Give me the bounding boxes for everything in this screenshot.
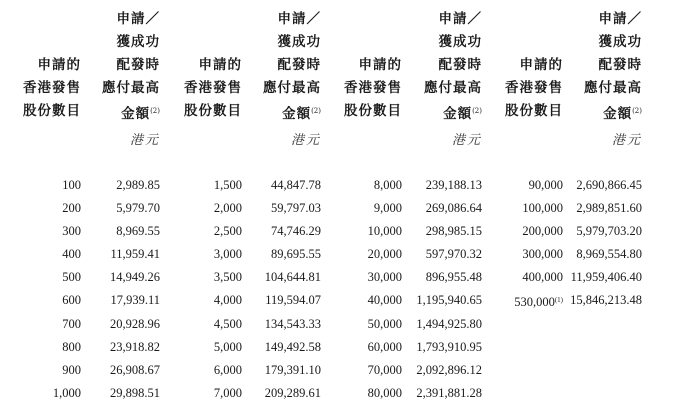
footnote-marker: (2) (311, 107, 321, 115)
currency-unit-label: 港元 (129, 133, 160, 148)
amount-column-header (263, 8, 321, 126)
shares-value: 900 (62, 362, 81, 377)
shares-cell (53, 174, 81, 197)
shares-value: 3,000 (213, 247, 242, 262)
amount-header-text: 金額 (603, 106, 633, 122)
amount-header-text: 金額 (443, 106, 473, 122)
shares-value: 200,000 (522, 224, 563, 239)
amount-cell: 26,908.67 (110, 362, 160, 377)
shares-header-line: 申請的 (358, 57, 402, 73)
shares-value: 100 (62, 178, 81, 192)
shares-value: 8,000 (373, 178, 402, 192)
shares-header-line: 申請的 (37, 57, 81, 73)
amount-header-line: 應付最高 (102, 80, 160, 96)
shares-cell (53, 197, 81, 220)
amount-cell: 179,391.10 (264, 362, 321, 377)
shares-cell (53, 220, 81, 243)
amount-cell: 1,195,940.65 (416, 293, 482, 308)
amount-header-line: 配發時 (438, 57, 482, 73)
shares-value: 800 (62, 339, 81, 354)
shares-value: 80,000 (367, 385, 402, 400)
amount-header-line: 申請／ (438, 11, 482, 27)
amount-cell: 298,985.15 (425, 224, 482, 239)
amount-cell: 14,949.26 (110, 270, 160, 285)
amount-cell: 5,979,703.20 (576, 224, 642, 239)
shares-cell (53, 336, 81, 359)
shares-cell (53, 359, 81, 382)
shares-value: 70,000 (367, 362, 402, 377)
shares-value: 40,000 (367, 293, 402, 308)
amount-column (416, 174, 482, 405)
amount-cell: 44,847.78 (271, 178, 321, 192)
amount-header-line: 應付最高 (263, 80, 321, 96)
shares-value: 200 (62, 201, 81, 216)
amount-header-line: 獲成功 (598, 34, 642, 50)
amount-cell: 597,970.32 (425, 247, 482, 262)
amount-cell: 209,289.61 (264, 385, 321, 400)
shares-cell (368, 313, 402, 336)
amount-header-last-line (584, 100, 642, 126)
amount-header-text: 金額 (282, 106, 312, 122)
shares-value: 530,000 (514, 295, 555, 310)
shares-cell (53, 289, 81, 312)
shares-cell (514, 266, 563, 289)
shares-cell (214, 266, 242, 289)
shares-value: 1,000 (52, 385, 81, 400)
shares-header-line: 香港發售 (344, 80, 402, 96)
shares-cell (368, 289, 402, 312)
amount-header-line: 配發時 (598, 57, 642, 73)
shares-column (214, 174, 242, 405)
shares-cell (214, 174, 242, 197)
shares-cell (514, 220, 563, 243)
shares-value: 7,000 (213, 385, 242, 400)
shares-cell (53, 266, 81, 289)
amount-header-last-line (424, 100, 482, 126)
amount-cell: 149,492.58 (264, 339, 321, 354)
amount-column (265, 174, 321, 405)
shares-value: 600 (62, 293, 81, 308)
shares-header-line: 股份數目 (344, 103, 402, 119)
shares-cell (214, 197, 242, 220)
shares-value: 6,000 (213, 362, 242, 377)
amount-header-last-line (263, 100, 321, 126)
shares-header-line: 香港發售 (505, 80, 563, 96)
amount-cell: 896,955.48 (425, 270, 482, 285)
amount-column-header (102, 8, 160, 126)
amount-cell: 17,939.11 (110, 293, 160, 308)
amount-header-last-line (102, 100, 160, 126)
amount-column (570, 174, 642, 313)
shares-header-line: 香港發售 (23, 80, 81, 96)
shares-cell (214, 382, 242, 405)
shares-value: 400,000 (522, 270, 563, 285)
shares-cell (368, 197, 402, 220)
shares-value: 400 (62, 247, 81, 262)
shares-header-line: 股份數目 (23, 103, 81, 119)
shares-value: 50,000 (367, 316, 402, 331)
shares-cell (214, 289, 242, 312)
shares-value: 4,000 (213, 293, 242, 308)
shares-header-line: 申請的 (519, 57, 563, 73)
shares-cell (368, 220, 402, 243)
shares-value: 20,000 (367, 247, 402, 262)
shares-value: 10,000 (367, 224, 402, 239)
shares-value: 300,000 (522, 247, 563, 262)
shares-cell (368, 243, 402, 266)
amount-cell: 59,797.03 (271, 201, 321, 216)
amount-cell: 15,846,213.48 (570, 293, 642, 308)
shares-cell (214, 220, 242, 243)
amount-cell: 269,086.64 (425, 201, 482, 216)
amount-cell: 11,959.41 (110, 247, 160, 262)
amount-cell: 2,989.85 (116, 178, 160, 192)
shares-cell (368, 266, 402, 289)
amount-column (110, 174, 160, 405)
shares-header-line: 香港發售 (184, 80, 242, 96)
amount-header-line: 申請／ (598, 11, 642, 27)
amount-column-header (584, 8, 642, 126)
shares-column (368, 174, 402, 405)
shares-cell (368, 359, 402, 382)
amount-cell: 5,979.70 (116, 201, 160, 216)
shares-cell (53, 243, 81, 266)
amount-cell: 119,594.07 (265, 293, 321, 308)
footnote-marker: (2) (472, 107, 482, 115)
shares-value: 60,000 (367, 339, 402, 354)
shares-cell (368, 382, 402, 405)
shares-cell (214, 359, 242, 382)
amount-header-text: 金額 (121, 106, 151, 122)
shares-column (514, 174, 563, 315)
amount-header-line: 獲成功 (438, 34, 482, 50)
shares-value: 500 (62, 270, 81, 285)
shares-value: 9,000 (373, 201, 402, 216)
shares-value: 700 (62, 316, 81, 331)
amount-cell: 11,959,406.40 (570, 270, 642, 285)
amount-cell: 2,092,896.12 (416, 362, 482, 377)
shares-value: 3,500 (213, 270, 242, 285)
amount-header-line: 配發時 (116, 57, 160, 73)
amount-header-line: 申請／ (277, 11, 321, 27)
shares-cell (368, 336, 402, 359)
footnote-marker: (2) (150, 107, 160, 115)
shares-value: 4,500 (213, 316, 242, 331)
shares-value: 100,000 (522, 201, 563, 216)
shares-column (53, 174, 81, 405)
shares-column-header (505, 54, 563, 123)
currency-unit-label: 港元 (611, 133, 642, 148)
shares-cell (368, 174, 402, 197)
shares-cell (214, 336, 242, 359)
shares-value: 300 (62, 224, 81, 239)
currency-unit-label: 港元 (290, 133, 321, 148)
amount-cell: 23,918.82 (110, 339, 160, 354)
footnote-marker: (1) (554, 296, 563, 305)
amount-cell: 1,793,910.95 (416, 339, 482, 354)
shares-header-line: 申請的 (198, 57, 242, 73)
amount-cell: 2,989,851.60 (576, 201, 642, 216)
currency-unit-label: 港元 (451, 133, 482, 148)
amount-cell: 8,969,554.80 (576, 247, 642, 262)
shares-header-line: 股份數目 (184, 103, 242, 119)
amount-header-line: 應付最高 (584, 80, 642, 96)
footnote-marker: (2) (632, 107, 642, 115)
amount-header-line: 配發時 (277, 57, 321, 73)
amount-header-line: 獲成功 (116, 34, 160, 50)
amount-column-header (424, 8, 482, 126)
amount-cell: 2,391,881.28 (416, 385, 482, 400)
amount-header-line: 應付最高 (424, 80, 482, 96)
shares-column-header (344, 54, 402, 123)
shares-cell (514, 289, 563, 314)
shares-cell (53, 382, 81, 405)
shares-cell (514, 174, 563, 197)
amount-header-line: 獲成功 (277, 34, 321, 50)
shares-cell (53, 313, 81, 336)
amount-cell: 89,695.55 (271, 247, 321, 262)
amount-cell: 20,928.96 (110, 316, 160, 331)
shares-value: 2,000 (213, 201, 242, 216)
amount-cell: 1,494,925.80 (416, 316, 482, 331)
amount-cell: 239,188.13 (425, 178, 482, 192)
shares-value: 90,000 (528, 178, 563, 192)
shares-cell (214, 243, 242, 266)
amount-cell: 8,969.55 (116, 224, 160, 239)
shares-column-header (184, 54, 242, 123)
amount-cell: 134,543.33 (264, 316, 321, 331)
shares-cell (514, 197, 563, 220)
amount-cell: 2,690,866.45 (576, 178, 642, 192)
shares-value: 1,500 (213, 178, 242, 192)
shares-column-header (23, 54, 81, 123)
amount-cell: 29,898.51 (110, 385, 160, 400)
amount-cell: 104,644.81 (264, 270, 321, 285)
shares-cell (514, 243, 563, 266)
amount-cell: 74,746.29 (271, 224, 321, 239)
amount-header-line: 申請／ (116, 11, 160, 27)
shares-cell (214, 313, 242, 336)
shares-value: 5,000 (213, 339, 242, 354)
shares-value: 2,500 (213, 224, 242, 239)
shares-value: 30,000 (367, 270, 402, 285)
shares-header-line: 股份數目 (505, 103, 563, 119)
